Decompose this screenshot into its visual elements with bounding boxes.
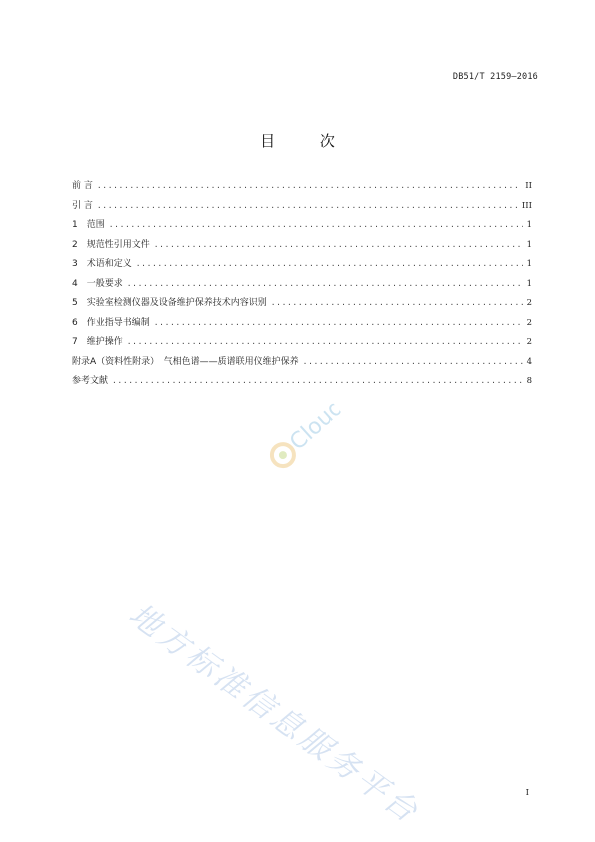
toc-page: III: [521, 200, 532, 211]
logo-text: Cloud: [285, 394, 349, 456]
toc-leader: [154, 240, 523, 249]
logo-dot-icon: [277, 449, 288, 460]
page-title: 目 次: [260, 132, 355, 150]
toc-label: 5 实验室检测仪器及设备维护保养技术内容识别: [72, 298, 267, 308]
toc-leader: [112, 376, 523, 385]
toc-label: 附录A（资料性附录） 气相色谱——质谱联用仪维护保养: [72, 356, 299, 367]
toc-page: 2: [526, 317, 532, 328]
toc-page: 1: [526, 239, 532, 250]
toc-label: 3 术语和定义: [72, 259, 132, 269]
toc-label: 参考文献: [72, 376, 109, 386]
table-of-contents: [72, 178, 532, 393]
toc-label: 2 规范性引用文件: [72, 239, 150, 250]
toc-leader: [97, 181, 521, 190]
toc-label: 7 维护操作: [72, 337, 123, 347]
toc-label: 引 言: [72, 200, 93, 211]
toc-entry-appendix-a[interactable]: [72, 354, 532, 374]
toc-label: 6 作业指导书编制: [72, 317, 150, 328]
toc-entry-identification[interactable]: [72, 295, 532, 315]
toc-page: 1: [526, 220, 532, 230]
toc-leader: [303, 357, 523, 366]
toc-label: 前 言: [72, 181, 93, 191]
toc-leader: [109, 220, 523, 229]
toc-page: II: [525, 181, 532, 191]
toc-page: 1: [526, 259, 532, 269]
toc-leader: [154, 318, 523, 327]
toc-page: 2: [526, 337, 532, 347]
toc-page: 1: [526, 278, 532, 289]
toc-entry-foreword[interactable]: [72, 178, 532, 198]
toc-label: 1 范围: [72, 220, 105, 230]
toc-leader: [127, 337, 523, 346]
toc-entry-work-instructions[interactable]: [72, 315, 532, 335]
toc-entry-general-requirements[interactable]: [72, 276, 532, 296]
toc-page: 8: [526, 376, 532, 386]
toc-leader: [271, 298, 523, 307]
cloud-logo-watermark: [239, 373, 366, 500]
toc-page: 2: [526, 298, 532, 308]
toc-leader: [136, 259, 523, 268]
toc-entry-maintenance[interactable]: [72, 334, 532, 354]
toc-entry-scope[interactable]: [72, 217, 532, 237]
toc-leader: [127, 279, 523, 288]
toc-label: 4 一般要求: [72, 278, 123, 289]
toc-leader: [97, 201, 518, 210]
toc-entry-introduction[interactable]: [72, 198, 532, 218]
toc-entry-terms-definitions[interactable]: [72, 256, 532, 276]
toc-entry-normative-references[interactable]: [72, 237, 532, 257]
toc-page: 4: [526, 356, 532, 367]
watermark-text: 地方标准信息服务平台: [122, 596, 427, 832]
document-code: DB51/T 2159—2016: [452, 72, 538, 82]
page-number: I: [525, 788, 529, 798]
